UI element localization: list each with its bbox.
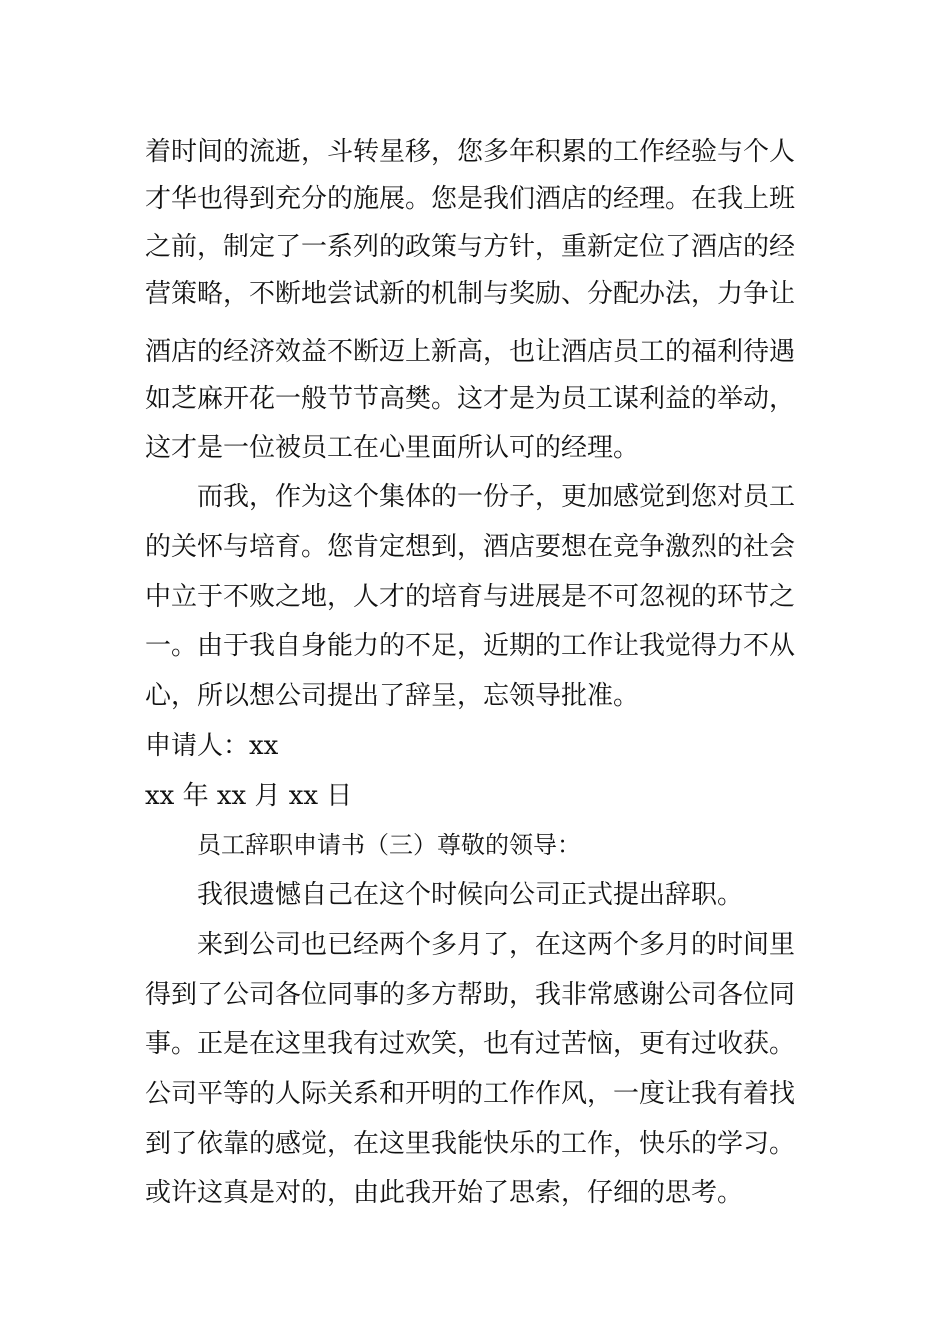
text-line: 这才是一位被员工在心里面所认可的经理。 — [145, 433, 640, 463]
text-line: 一。由于我自身能力的不足，近期的工作让我觉得力不从 — [145, 631, 796, 661]
text-line: 营策略，不断地尝试新的机制与奖励、分配办法，力争让 — [145, 279, 796, 309]
text-line: 得到了公司各位同事的多方帮助，我非常感谢公司各位同 — [145, 980, 796, 1010]
text-line: 酒店的经济效益不断迈上新高，也让酒店员工的福利待遇 — [145, 337, 796, 367]
paragraph-start-line: 我很遗憾自己在这个时候向公司正式提出辞职。 — [197, 880, 744, 910]
text-line: 或许这真是对的，由此我开始了思索，仔细的思考。 — [145, 1178, 744, 1208]
text-line: 心，所以想公司提出了辞呈，忘领导批准。 — [145, 681, 640, 711]
applicant-line: 申请人：xx — [145, 731, 279, 761]
text-line: 着时间的流逝，斗转星移，您多年积累的工作经验与个人 — [145, 137, 796, 167]
date-line: xx 年 xx 月 xx 日 — [145, 781, 353, 811]
letter-heading: 员工辞职申请书（三）尊敬的领导： — [197, 831, 581, 859]
text-line: 事。正是在这里我有过欢笑，也有过苦恼，更有过收获。 — [145, 1029, 796, 1059]
text-line: 公司平等的人际关系和开明的工作作风，一度让我有着找 — [145, 1079, 796, 1109]
paragraph-start-line: 而我，作为这个集体的一份子，更加感觉到您对员工 — [197, 482, 796, 512]
paragraph-start-line: 来到公司也已经两个多月了，在这两个多月的时间里 — [197, 930, 796, 960]
text-line: 之前，制定了一系列的政策与方针，重新定位了酒店的经 — [145, 232, 796, 262]
text-line: 的关怀与培育。您肯定想到，酒店要想在竞争激烈的社会 — [145, 532, 796, 562]
text-line: 如芝麻开花一般节节高樊。这才是为员工谋利益的举动， — [145, 384, 796, 414]
text-line: 中立于不败之地，人才的培育与进展是不可忽视的环节之 — [145, 582, 796, 612]
text-line: 到了依靠的感觉，在这里我能快乐的工作，快乐的学习。 — [145, 1129, 796, 1159]
text-line: 才华也得到充分的施展。您是我们酒店的经理。在我上班 — [145, 184, 796, 214]
